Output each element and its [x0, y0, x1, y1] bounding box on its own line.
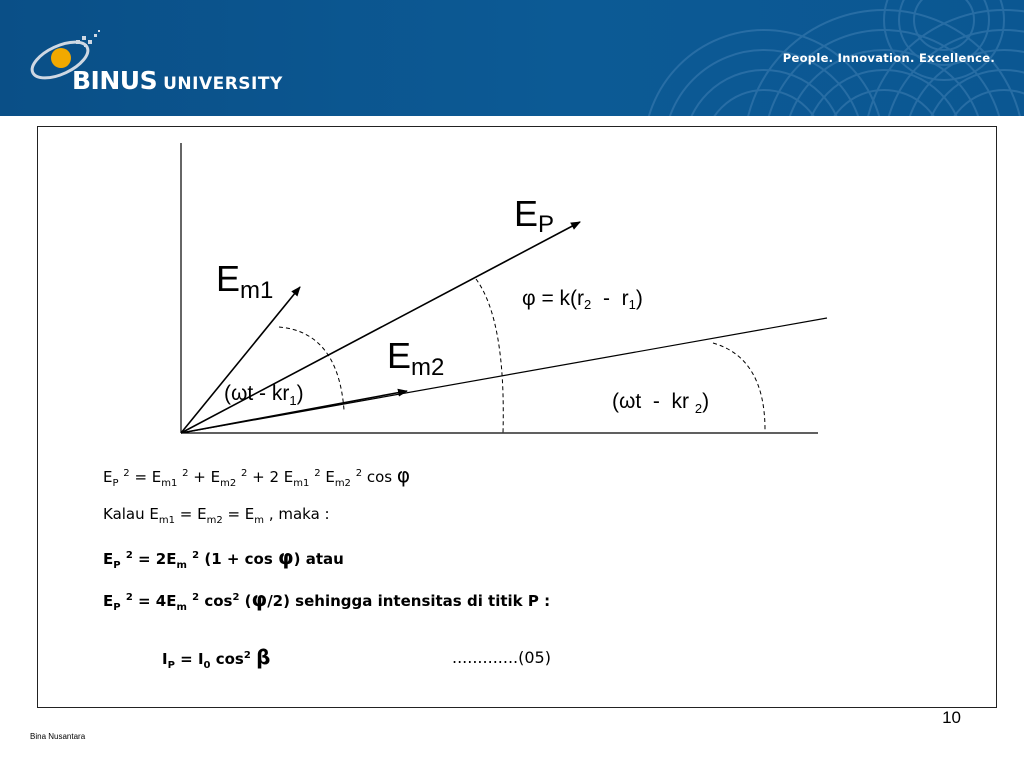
slide-number: 10: [942, 708, 961, 727]
angle-arc-2: [713, 343, 765, 430]
angle-label-1: $(\omega t - kr_1)$: [224, 382, 304, 408]
vector-em1: [181, 287, 300, 433]
logo-word: BINUS: [72, 66, 158, 95]
equation-5: $I_P = I_0$ $\cos^2 \beta$: [162, 645, 271, 671]
equation-reference: .............(05): [452, 648, 551, 667]
angle-arc-phi: [476, 279, 503, 433]
phase-formula: φ = k(r2 - r1): [522, 287, 643, 312]
equation-2: Kalau $E_{m1} = E_{m2} = E_m$ , maka :: [103, 505, 330, 526]
equation-4: $E_P$ $^2 = 4E_m$ $^2$ $\cos^2 (\varphi/2)$ sehingga intensitas di titik P :: [103, 587, 551, 613]
tagline: People. Innovation. Excellence.: [782, 51, 995, 65]
equation-3: $E_P$ $^2 = 2E_m$ $^2$ (1 + cos φ) atau: [103, 545, 344, 571]
footer-text: Bina Nusantara: [30, 732, 86, 741]
equation-1: $E_P$ $^2 = E_{m1}$ $^2 + E_{m2}$ $^2$ + 2 $E_{m1}$ $^2$ $E_{m2}$ $^2$ cos φ: [103, 463, 411, 489]
angle-label-2: (ωt - kr $_2$): [612, 390, 710, 416]
logo-suffix: UNIVERSITY: [163, 74, 283, 94]
label-em1: Em1: [216, 258, 274, 304]
label-ep: EP: [514, 193, 555, 238]
label-em2: Em2: [387, 335, 445, 381]
